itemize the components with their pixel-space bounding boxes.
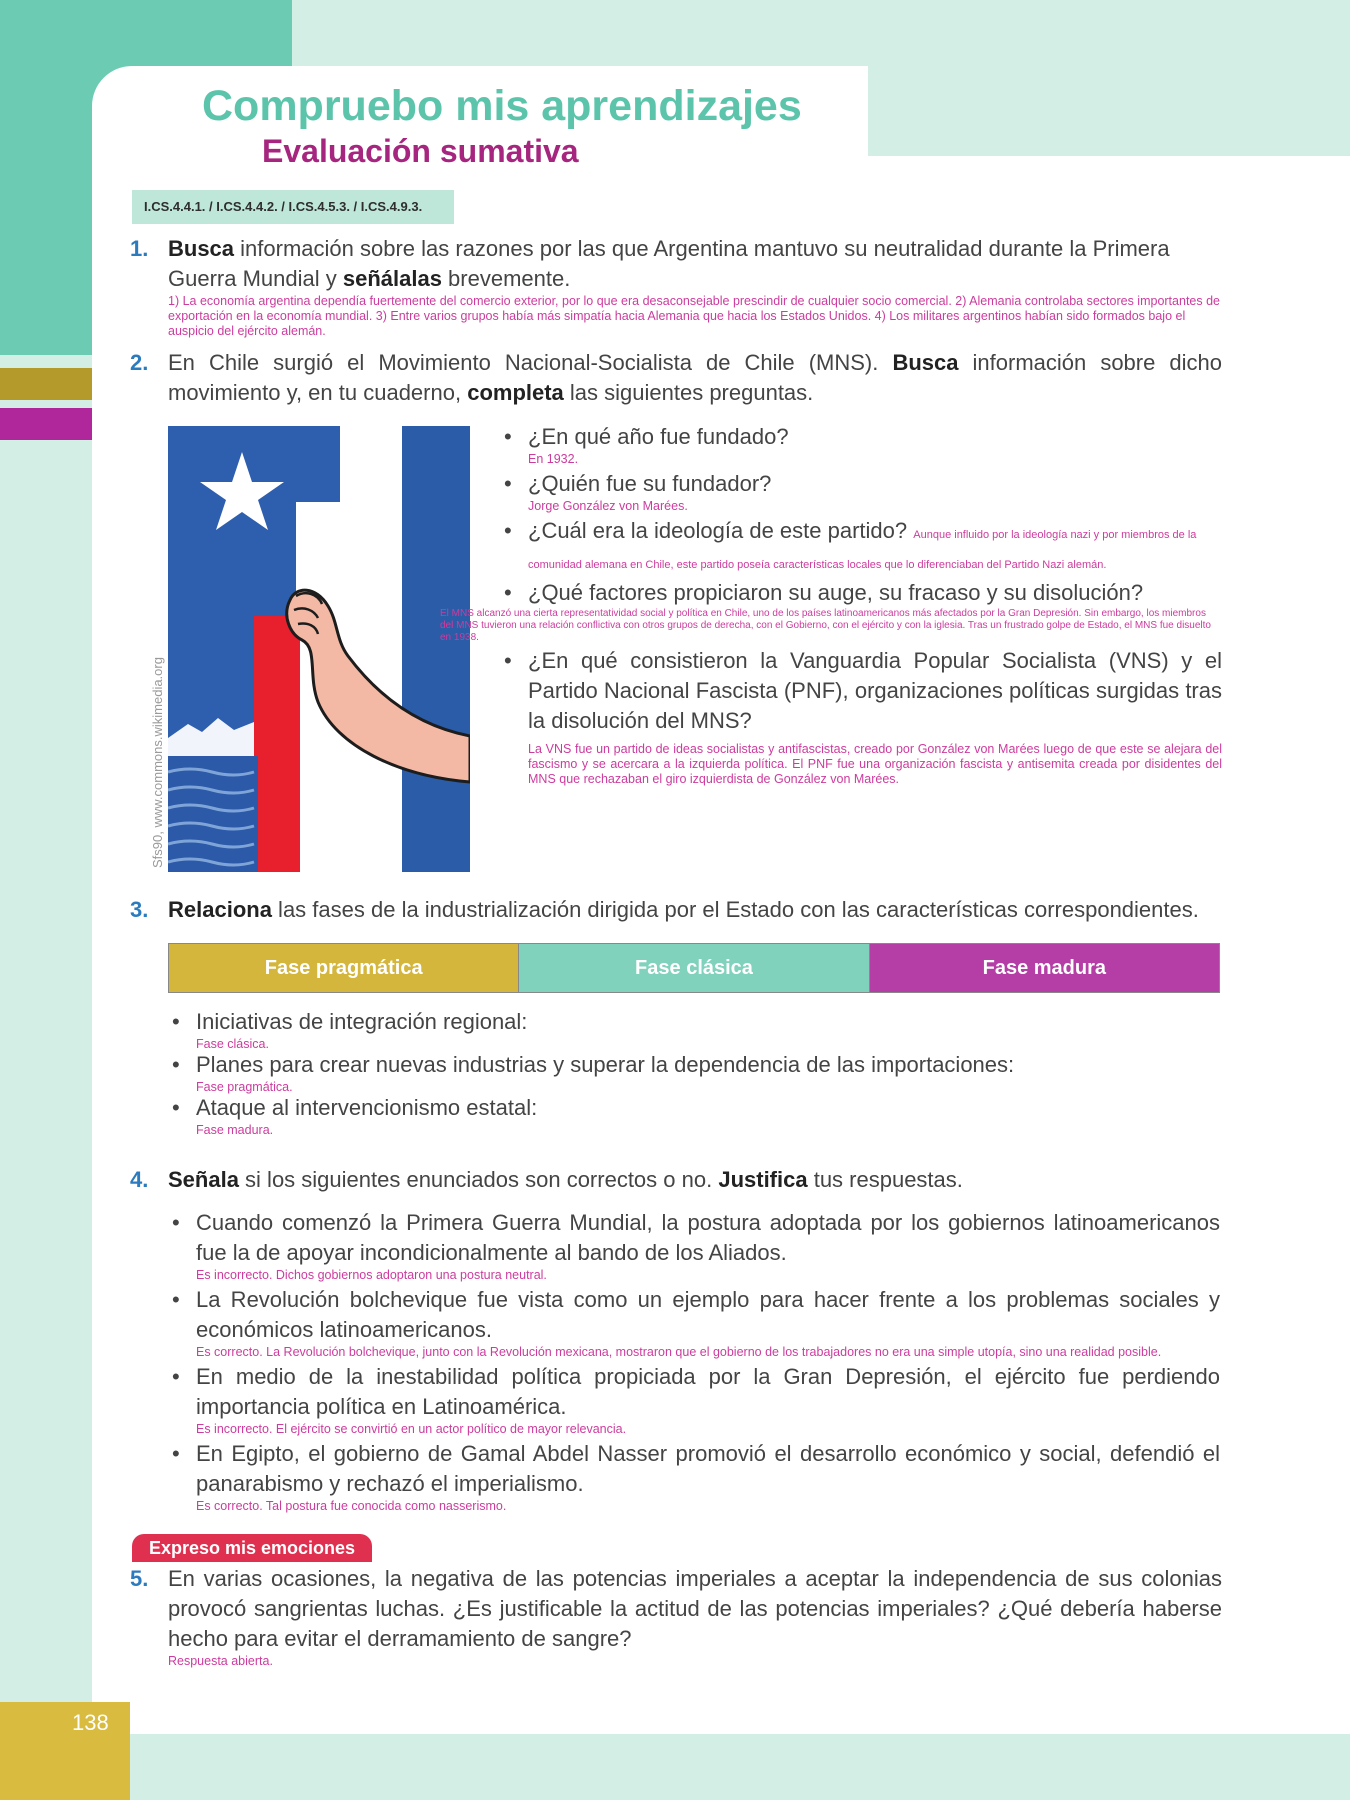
phase-clasica: Fase clásica [518,944,869,992]
phase-madura: Fase madura [870,944,1219,992]
decor-notch [868,66,1350,156]
question-number: 3. [130,897,149,922]
list-item-question: ¿En qué consistieron la Vanguardia Popular Socialista (VNS) y el Partido Nacional Fascista (PNF), organizaciones políticas surgidas tras la disolución del MNS? [528,648,1222,733]
question-text-part: brevemente. [441,266,571,291]
question-text-part: las siguientes preguntas. [563,380,814,405]
q2-list [440,422,1222,787]
answer-text: Aunque influido por la ideología nazi y por miembros de la comunidad alemana en Chile, este partido poseía características locales que lo diferenciaban del Partido Nazi alemán. [528,529,1197,571]
question-text-part: las fases de la industrialización dirigida por el Estado con las características correspondientes. [271,897,1199,922]
list-item-question: ¿En qué año fue fundado? [528,424,789,449]
list-item-question: ¿Quién fue su fundador? [528,471,772,496]
list-item [500,422,1222,467]
list-item-question: En Egipto, el gobierno de Gamal Abdel Nasser promovió el desarrollo económico y social, defendió el panarabismo y rechazó el imperialismo. [196,1441,1220,1496]
list-item [168,1093,1220,1138]
question-text-part: En Chile surgió el Movimiento Nacional-Socialista de Chile (MNS). [168,350,893,375]
answer-text: Jorge González von Marées. [528,499,688,513]
poster-illustration [168,426,470,872]
question-text [168,1165,1222,1195]
answer-text: Es incorrecto. El ejército se convirtió en un actor político de mayor relevancia. [196,1422,627,1436]
list-item-question: La Revolución bolchevique fue vista como un ejemplo para hacer frente a los problemas sociales y económicos latinoamericanos. [196,1287,1220,1342]
question-text-part: tus respuestas. [807,1167,963,1192]
answer-text: 1) La economía argentina dependía fuertemente del comercio exterior, por lo que era desaconsejable prescindir de cualquier socio comercial. 2) Alemania controlaba sectores importantes de exportación en la economía mundial. 3) Entre varios grupos había más simpatía hacia Alemania que hacia los Estados Unidos. 4) Los militares argentinos habían sido formados bajo el auspicio del ejército alemán. [168,294,1220,338]
list-item [168,1362,1220,1437]
action-verb: Justifica [718,1167,808,1192]
question-text-part: información sobre las razones por las que Argentina mantuvo su neutralidad durante la Primera Guerra Mundial y [168,236,1170,291]
q3-list [168,1007,1220,1138]
question-5 [130,1564,1222,1669]
question-1 [130,234,1222,339]
list-item [168,1050,1220,1095]
answer-text: El MNS alcanzó una cierta representatividad social y política en Chile, uno de los países latinoamericanos más afectados por la Gran Depresión. Sin embargo, los miembros del MNS tuvieron una relación conflictiva con otros grupos de derecha, con el Gobierno, con el ejército y con la iglesia. Tras un frustrado golpe de Estado, el MNS fue disuelto en 1938. [440,608,1211,643]
list-item [440,578,1222,644]
list-item [168,1439,1220,1514]
question-text [168,234,1222,294]
page-title: Compruebo mis aprendizajes [202,82,802,130]
list-item [500,516,1222,576]
question-number: 4. [130,1167,149,1192]
list-item-question: ¿Cuál era la ideología de este partido? [528,518,908,543]
list-item-question: En medio de la inestabilidad política propiciada por la Gran Depresión, el ejército fue perdiendo importancia política en Latinoamérica. [196,1364,1220,1419]
answer-text: Es correcto. Tal postura fue conocida como nasserismo. [196,1499,507,1513]
action-verb: Busca [168,236,235,261]
list-item-question: Ataque al intervencionismo estatal: [196,1095,538,1120]
answer-text: Respuesta abierta. [168,1654,273,1668]
question-4 [130,1165,1222,1195]
answer-text: Fase clásica. [196,1037,269,1051]
list-item [168,1007,1220,1052]
page-number-box [0,1702,130,1800]
page-number: 138 [72,1710,109,1735]
question-number: 1. [130,236,149,261]
list-item [500,646,1222,787]
question-number: 5. [130,1566,149,1591]
answer-text: Fase madura. [196,1123,274,1137]
question-number: 2. [130,350,149,375]
list-item-question: Iniciativas de integración regional: [196,1009,528,1034]
image-credit: Sfs90, www.commons.wikimedia.org [150,657,165,868]
answer-text: Fase pragmática. [196,1080,293,1094]
question-text-part: si los siguientes enunciados son correctos o no. [238,1167,719,1192]
q4-list [168,1208,1220,1514]
page-subtitle: Evaluación sumativa [262,133,579,169]
action-verb: completa [467,380,564,405]
list-item-question: Cuando comenzó la Primera Guerra Mundial, la postura adoptada por los gobiernos latinoamericanos fue la de apoyar incondicionalmente al bando de los Aliados. [196,1210,1220,1265]
question-text [168,348,1222,408]
action-verb: señálalas [342,266,442,291]
action-verb: Busca [892,350,959,375]
list-item [168,1208,1220,1283]
question-text [168,895,1222,925]
action-verb: Relaciona [168,897,272,922]
phases-table [168,943,1220,993]
list-item [500,469,1222,514]
phase-pragmatica: Fase pragmática [169,944,518,992]
question-text: En varias ocasiones, la negativa de las potencias imperiales a aceptar la independencia de sus colonias provocó sangrientas luchas. ¿Es justificable la actitud de las potencias imperiales? ¿Qué debería haberse hecho para evitar el derramamiento de sangre? [168,1566,1222,1651]
answer-text: La VNS fue un partido de ideas socialistas y antifascistas, creado por González von Marées luego de que este se alejara del fascismo y se acercara a la izquierda política. El PNF fue una organización fascista y antisemita creada por disidentes del MNS que rechazaban el giro izquierdista de González von Marées. [528,742,1222,786]
emotions-label: Expreso mis emociones [132,1534,372,1562]
decor-strip-olive [0,368,92,400]
criteria-codes: I.CS.4.4.1. / I.CS.4.4.2. / I.CS.4.5.3. / I.CS.4.9.3. [132,190,454,224]
answer-text: En 1932. [528,452,579,466]
mns-poster-image [168,426,470,872]
decor-strip-magenta [0,408,92,440]
answer-text: Es correcto. La Revolución bolchevique, junto con la Revolución mexicana, mostraron que el gobierno de los trabajadores no era una simple utopía, sino una realidad posible. [196,1345,1162,1359]
question-3 [130,895,1222,925]
list-item [168,1285,1220,1360]
question-2 [130,348,1222,408]
list-item-question: ¿Qué factores propiciaron su auge, su fracaso y su disolución? [528,580,1144,605]
list-item-question: Planes para crear nuevas industrias y superar la dependencia de las importaciones: [196,1052,1015,1077]
question-text-part: información sobre dicho movimiento y, en tu cuaderno, [168,350,1222,405]
answer-text: Es incorrecto. Dichos gobiernos adoptaron una postura neutral. [196,1268,547,1282]
action-verb: Señala [168,1167,239,1192]
